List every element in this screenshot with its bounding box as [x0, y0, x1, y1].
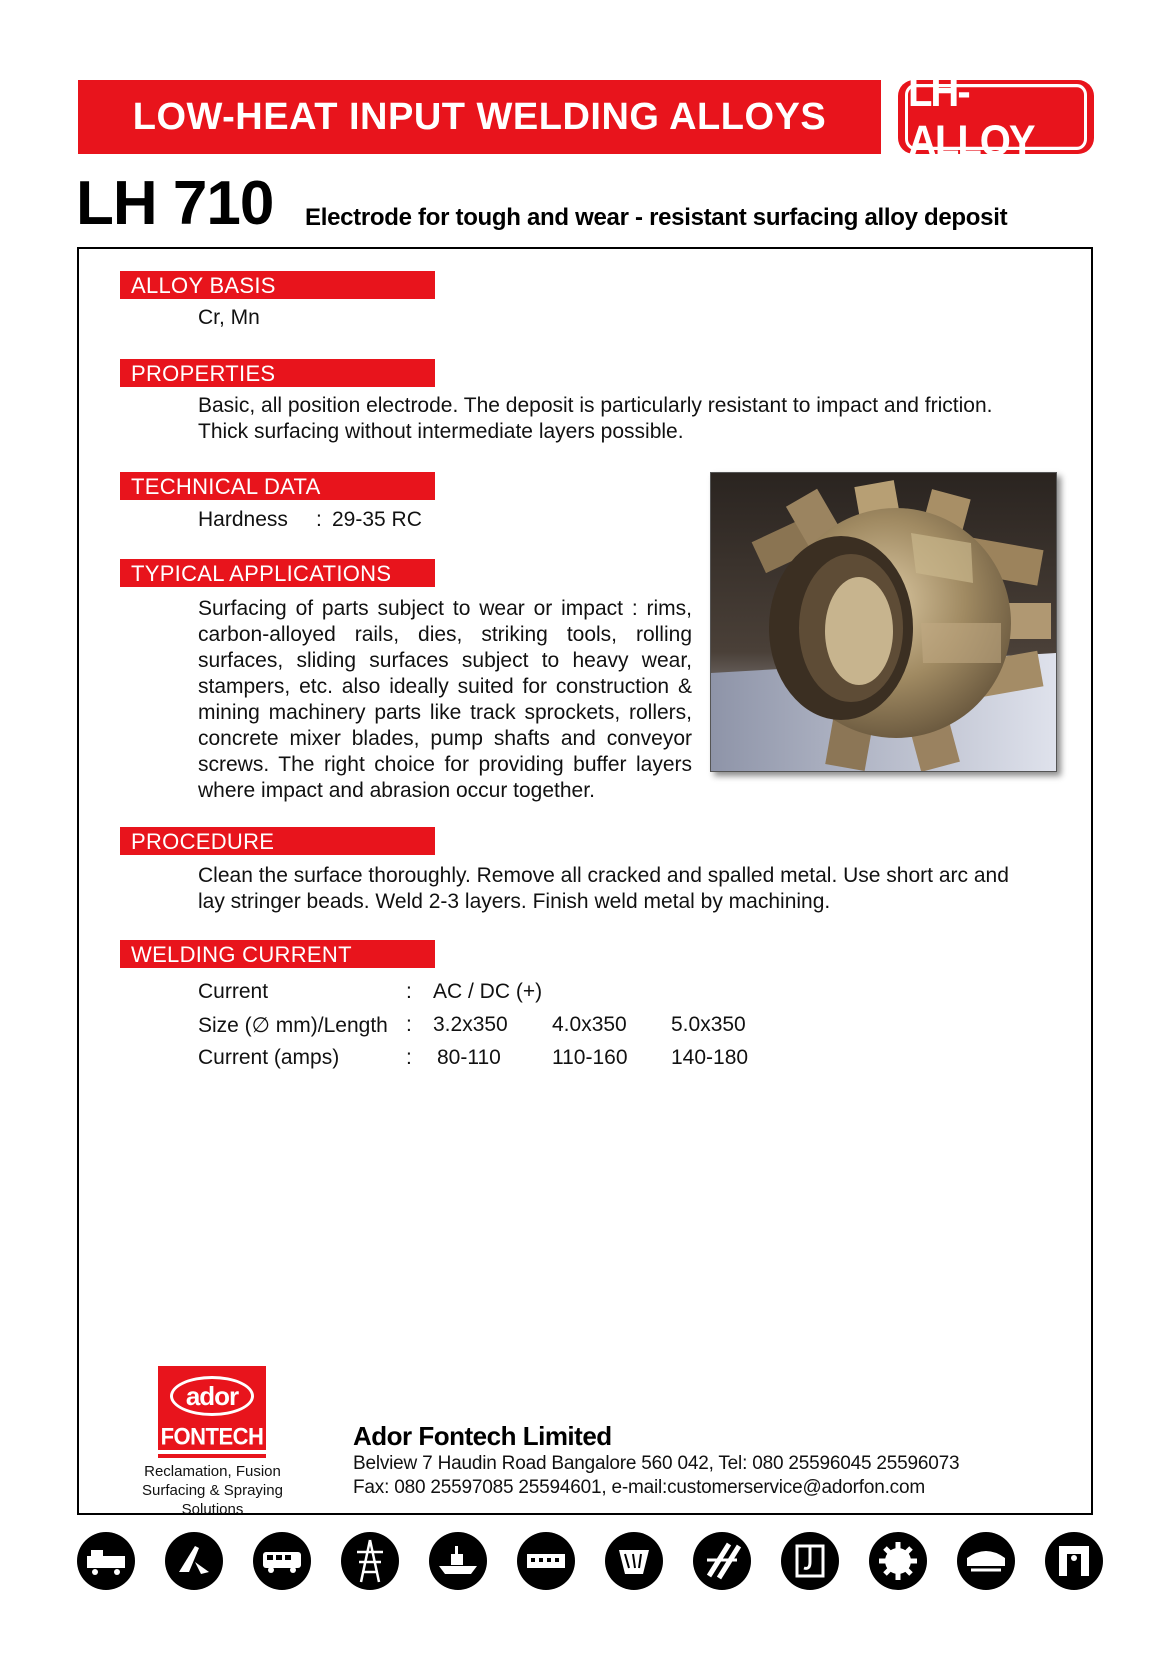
locomotive-icon: [77, 1532, 135, 1590]
welding-row-amps-sep: :: [406, 1046, 412, 1069]
welding-amps-value: 140-180: [671, 1046, 749, 1069]
bus-icon: [253, 1532, 311, 1590]
power-tower-icon: [341, 1532, 399, 1590]
gear-sprocket-photo: [710, 472, 1057, 772]
welding-row-current-sep: :: [406, 980, 412, 1003]
product-subtitle: Electrode for tough and wear - resistant surfacing alloy deposit: [305, 204, 1008, 231]
lh-alloy-logo-text: LH-ALLOY: [905, 84, 1087, 150]
product-model: LH 710: [76, 169, 274, 238]
fontech-logo-text: FONTECH: [160, 1422, 264, 1451]
welding-row-size-label: Size (∅ mm)/Length: [198, 1014, 388, 1037]
typical-applications-text: Surfacing of parts subject to wear or impact : rims, carbon-alloyed rails, dies, striking tools, rolling surfaces, sliding surfaces subject to heavy wear, stampers, etc. also ideally suited for construction & mining machinery parts like track sprockets, rollers, concrete mixer blades, pump shafts and conveyor screws. The right choice for providing buffer layers where impact and abrasion occur together.: [198, 597, 692, 802]
header-banner: [78, 80, 881, 154]
company-tagline: [110, 1462, 315, 1519]
crane-hook-icon: [781, 1532, 839, 1590]
welding-row-amps-label: Current (amps): [198, 1046, 340, 1069]
technical-data-row: [198, 507, 458, 533]
welding-row-size-sep: :: [406, 1013, 412, 1036]
welding-row-current-label: Current: [198, 980, 269, 1003]
section-heading-alloy-basis: ALLOY BASIS: [120, 271, 435, 299]
lh-alloy-logo: [898, 67, 1094, 166]
properties-line: Thick surfacing without intermediate layers possible.: [198, 420, 684, 443]
tagline-line: Reclamation, Fusion: [144, 1463, 281, 1480]
company-address: Belview 7 Haudin Road Bangalore 560 042, Tel: 080 25596045 25596073: [353, 1453, 960, 1474]
welding-amps-value: 110-160: [552, 1046, 628, 1069]
company-contact: Fax: 080 25597085 25594601, e-mail:customerservice@adorfon.com: [353, 1477, 925, 1498]
industry-icons-row: [77, 1532, 1097, 1592]
logo-underline: [158, 1450, 266, 1454]
hardness-label: Hardness: [198, 508, 288, 531]
welding-size-value: 5.0x350: [671, 1013, 746, 1036]
ador-logo-text: ador: [170, 1376, 254, 1416]
mining-icon: [1045, 1532, 1103, 1590]
gear-icon: [869, 1532, 927, 1590]
welding-size-value: 4.0x350: [552, 1013, 627, 1036]
section-heading-technical-data: TECHNICAL DATA: [120, 472, 435, 500]
tagline-line: Surfacing & Spraying Solutions: [142, 1482, 283, 1518]
properties-line: Basic, all position electrode. The deposit is particularly resistant to impact and friction.: [198, 394, 993, 417]
rail-car-icon: [517, 1532, 575, 1590]
ship-icon: [429, 1532, 487, 1590]
welding-size-value: 3.2x350: [433, 1013, 508, 1036]
cement-plant-icon: [957, 1532, 1015, 1590]
section-heading-procedure: PROCEDURE: [120, 827, 435, 855]
welding-amps-value: 80-110: [437, 1046, 501, 1069]
procedure-line: Clean the surface thoroughly. Remove all cracked and spalled metal. Use short arc and: [198, 864, 1009, 887]
company-name: Ador Fontech Limited: [353, 1421, 612, 1451]
section-heading-welding-current: WELDING CURRENT: [120, 940, 435, 968]
banner-title: LOW-HEAT INPUT WELDING ALLOYS: [132, 95, 827, 138]
pipeline-icon: [693, 1532, 751, 1590]
bucket-icon: [605, 1532, 663, 1590]
hardness-value: 29-35 RC: [332, 508, 422, 531]
procedure-text: [198, 863, 1009, 915]
excavator-icon: [165, 1532, 223, 1590]
alloy-basis-text: Cr, Mn: [198, 306, 260, 329]
properties-text: [198, 393, 993, 445]
section-heading-typical-applications: TYPICAL APPLICATIONS: [120, 559, 435, 587]
procedure-line: lay stringer beads. Weld 2-3 layers. Finish weld metal by machining.: [198, 890, 831, 913]
hardness-separator: :: [316, 508, 322, 531]
section-heading-properties: PROPERTIES: [120, 359, 435, 387]
welding-row-current-value: AC / DC (+): [433, 980, 543, 1003]
ador-fontech-logo: [158, 1366, 266, 1458]
